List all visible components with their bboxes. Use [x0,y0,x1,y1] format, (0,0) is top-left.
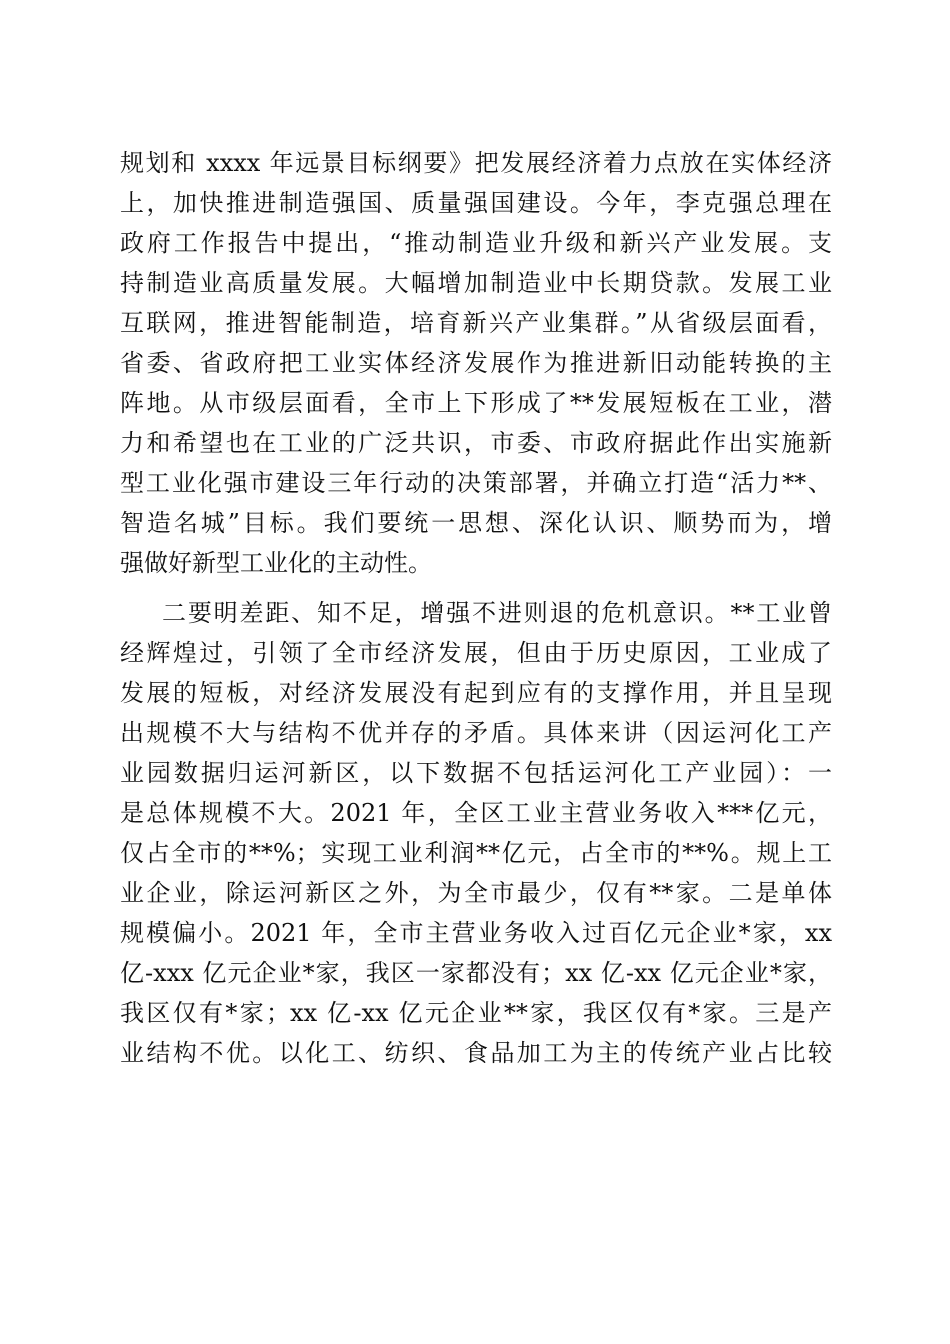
paragraph-line: 业结构不优。以化工、纺织、食品加工为主的传统产业占比较 [120,1039,832,1067]
paragraph-line: 阵地。从市级层面看，全市上下形成了**发展短板在工业，潜 [120,389,832,417]
paragraph-line: 智造名城”目标。我们要统一思想、深化认识、顺势而为，增 [120,509,832,537]
paragraph-line: 省委、省政府把工业实体经济发展作为推进新旧动能转换的主 [120,349,832,377]
paragraph-line: 业企业，除运河新区之外，为全市最少，仅有**家。二是单体 [120,879,832,907]
paragraph-line: 亿-xxx 亿元企业*家，我区一家都没有；xx 亿-xx 亿元企业*家， [120,959,832,987]
paragraph-line: 发展的短板，对经济发展没有起到应有的支撑作用，并且呈现 [120,679,832,707]
paragraph-2 [120,593,832,1073]
paragraph-line: 我区仅有*家；xx 亿-xx 亿元企业**家，我区仅有*家。三是产 [120,999,832,1027]
paragraph-1 [120,143,832,583]
paragraph-line: 政府工作报告中提出，“推动制造业升级和新兴产业发展。支 [120,229,832,257]
paragraph-line: 规模偏小。2021 年，全市主营业务收入过百亿元企业*家，xx [120,919,832,947]
paragraph-line: 二要明差距、知不足，增强不进则退的危机意识。**工业曾 [162,599,832,627]
paragraph-line: 力和希望也在工业的广泛共识，市委、市政府据此作出实施新 [120,429,832,457]
paragraph-line: 是总体规模不大。2021 年，全区工业主营业务收入***亿元， [120,799,832,827]
paragraph-line: 规划和 xxxx 年远景目标纲要》把发展经济着力点放在实体经济 [120,149,832,177]
paragraph-line: 持制造业高质量发展。大幅增加制造业中长期贷款。发展工业 [120,269,832,297]
paragraph-line: 型工业化强市建设三年行动的决策部署，并确立打造“活力**、 [120,469,832,497]
paragraph-line: 强做好新型工业化的主动性。 [120,549,432,577]
paragraph-line: 仅占全市的**%；实现工业利润**亿元，占全市的**%。规上工 [120,839,832,867]
document-body [120,143,832,1073]
paragraph-line: 经辉煌过，引领了全市经济发展，但由于历史原因，工业成了 [120,639,832,667]
paragraph-line: 互联网，推进智能制造，培育新兴产业集群。”从省级层面看， [120,309,832,337]
paragraph-line: 上，加快推进制造强国、质量强国建设。今年，李克强总理在 [120,189,832,217]
paragraph-line: 出规模不大与结构不优并存的矛盾。具体来讲（因运河化工产 [120,719,832,747]
paragraph-line: 业园数据归运河新区，以下数据不包括运河化工产业园）：一 [120,759,832,787]
